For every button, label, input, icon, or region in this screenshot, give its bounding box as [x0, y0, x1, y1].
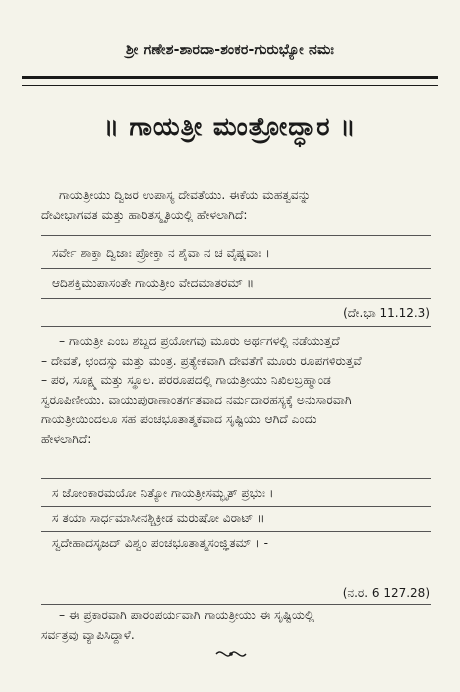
- verse-line: ಸರ್ವೇ ಶಾಕ್ತಾ ದ್ವಿಜಾಃ ಪ್ರೋಕ್ತಾ ನ ಶೈವಾ ನ ಚ ವೈಷ್ಣವಾಃ ।: [52, 246, 270, 260]
- verse-line: ಸ ತಯಾ ಸಾರ್ಧಮಾಸೀನಶ್ಚಿಕ್ರೀಡ ಮರುಷೋ ವಿರಾಟ್ ॥: [52, 511, 265, 525]
- verse-block-1b: [52, 274, 432, 294]
- verse-rule: [41, 268, 431, 269]
- end-flourish-ornament: [214, 645, 248, 663]
- body-line: – ಪರ, ಸೂಕ್ಷ್ಮ ಮತ್ತು ಸ್ಥೂಲ. ಪರರೂಪದಲ್ಲಿ ಗಾಯತ್ರೀಯು ನಿಖಿಲಬ್ರಹ್ಮಾಂಡ: [41, 373, 331, 387]
- verse-block-2c: [52, 534, 432, 554]
- verse-rule: [41, 478, 431, 479]
- verse-block-2b: [52, 509, 432, 529]
- verse-rule: [41, 235, 431, 236]
- verse-rule: [41, 506, 431, 507]
- closing-line: ಸರ್ವತ್ರವು ವ್ಯಾಪಿಸಿದ್ದಾಳೆ.: [41, 627, 135, 642]
- verse-rule: [41, 298, 431, 299]
- intro-line: ಗಾಯತ್ರೀಯು ದ್ವಿಜರ ಉಪಾಸ್ಯ ದೇವತೆಯು. ಈಕೆಯ ಮಹತ್ವವನ್ನು: [59, 188, 312, 202]
- closing-line: – ಈ ಪ್ರಕಾರವಾಗಿ ಪಾರಂಪರ್ಯವಾಗಿ ಗಾಯತ್ರೀಯು ಈ ಸೃಷ್ಟಿಯಲ್ಲಿ: [59, 608, 315, 622]
- verse-rule: [41, 531, 431, 532]
- closing-paragraph: [41, 606, 431, 645]
- invocation-line: ಶ್ರೀ ಗಣೇಶ-ಶಾರದಾ-ಶಂಕರ-ಗುರುಭ್ಯೋ ನಮಃ: [125, 42, 335, 58]
- body-paragraph: [41, 332, 431, 449]
- verse-block-2: [52, 484, 432, 504]
- header-double-rule: [22, 76, 438, 86]
- body-line: – ಗಾಯತ್ರೀ ಎಂಬ ಶಬ್ದದ ಪ್ರಯೋಗವು ಮೂರು ಅರ್ಥಗಳಲ್ಲಿ ನಡೆಯುತ್ತದೆ: [59, 334, 340, 348]
- citation-narmada-rahasya: (ನ.ರ. 6 127.28): [342, 586, 430, 600]
- intro-paragraph: [41, 186, 431, 225]
- verse-line: ಆದಿಶಕ್ತಿಮುಪಾಸಂತೇ ಗಾಯತ್ರೀಂ ವೇದಮಾತರಮ್ ॥: [52, 276, 255, 290]
- section-rule: [41, 604, 431, 605]
- body-line: – ದೇವತೆ, ಛಂದಸ್ಸು ಮತ್ತು ಮಂತ್ರ. ಪ್ರತ್ಯೇಕವಾಗಿ ದೇವತೆಗೆ ಮೂರು ರೂಪಗಳಿರುತ್ತವೆ: [41, 353, 362, 368]
- verse-line: ಸ್ವದೇಹಾದಸೃಜದ್ ವಿಶ್ವಂ ಪಂಚಭೂತಾತ್ಮಸಂಜ್ಞಿತಮ್ । -: [52, 536, 268, 550]
- body-line: ಹೇಳಲಾಗಿದೆ:: [41, 431, 92, 446]
- body-line: ಸ್ವರೂಪಿಣೀಯು. ವಾಯುಪುರಾಣಾಂತರ್ಗತವಾದ ನರ್ಮದಾರಹಸ್ಯಕ್ಕೆ ಅನುಸಾರವಾಗಿ: [41, 392, 352, 407]
- section-rule: [41, 326, 431, 327]
- body-line: ಗಾಯತ್ರೀಯಿಂದಲೂ ಸಹ ಪಂಚಭೂತಾತ್ಮಕವಾದ ಸೃಷ್ಟಿಯು ಆಗಿದೆ ಎಂದು: [41, 412, 317, 426]
- chapter-title: ॥ ಗಾಯತ್ರೀ ಮಂತ್ರೋದ್ಧಾರ ॥: [103, 112, 357, 141]
- citation-devi-bhagavata: (ದೇ.ಭಾ 11.12.3): [343, 306, 430, 320]
- verse-line: ಸ ಜೋಂಕಾರಮಯೋ ನಿತ್ಯೋ ಗಾಯತ್ರೀಸಮ್ಭೃತ್ ಪ್ರಭುಃ ।: [52, 486, 274, 500]
- intro-line: ದೇವೀಭಾಗವತ ಮತ್ತು ಹಾರಿತಸ್ಮೃತಿಯಲ್ಲಿ ಹೇಳಲಾಗಿದೆ:: [41, 207, 248, 222]
- verse-block-1: [52, 244, 432, 264]
